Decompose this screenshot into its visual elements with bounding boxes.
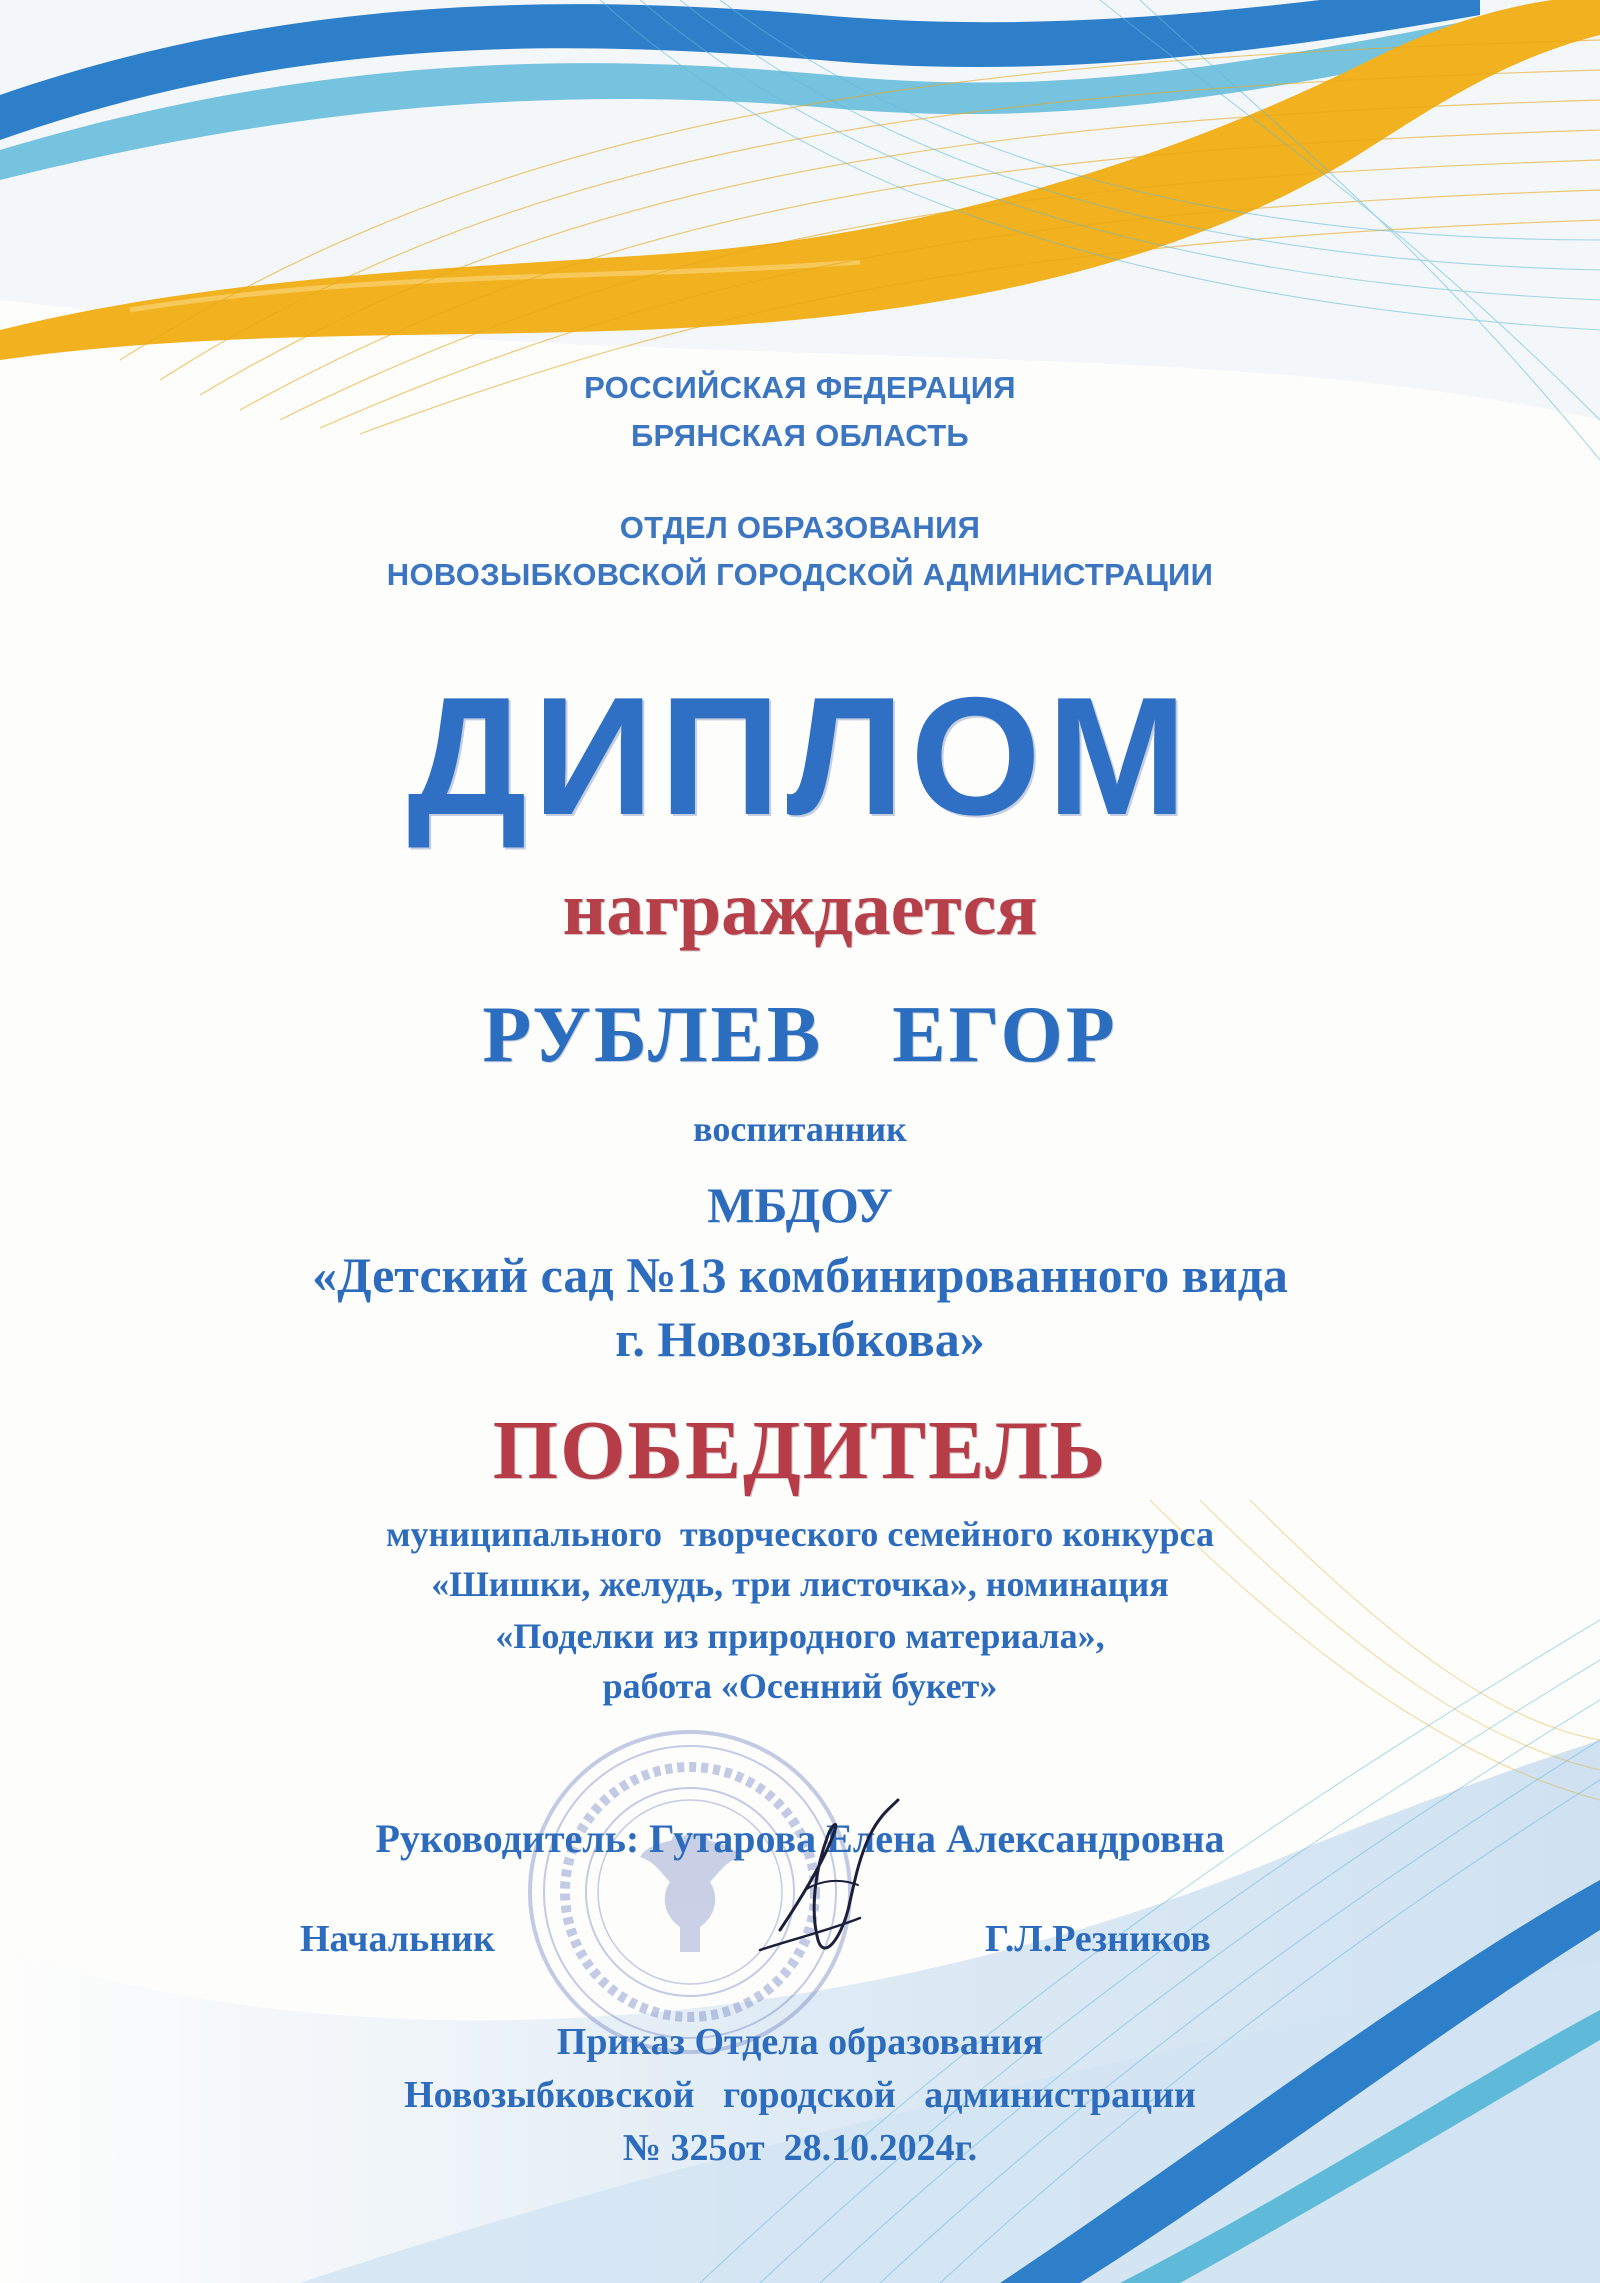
contest-line-4: работа «Осенний букет» xyxy=(602,1666,998,1706)
department-heading: ОТДЕЛ ОБРАЗОВАНИЯ xyxy=(619,510,981,545)
order-line-3: № 325от 28.10.2024г. xyxy=(622,2127,978,2169)
contest-line-3: «Поделки из природного материала», xyxy=(495,1616,1105,1656)
contest-line-2: «Шишки, желудь, три листочка», номинация xyxy=(431,1564,1169,1604)
diploma-title: ДИПЛОМ xyxy=(407,662,1193,850)
region-heading: БРЯНСКАЯ ОБЛАСТЬ xyxy=(630,418,970,453)
administration-heading: НОВОЗЫБКОВСКОЙ ГОРОДСКОЙ АДМИНИСТРАЦИИ xyxy=(386,557,1214,592)
contest-line-1: муниципального творческого семейного конкурса xyxy=(386,1514,1214,1554)
institution-short: МБДОУ xyxy=(707,1177,893,1233)
signature xyxy=(740,1790,910,1980)
head-name: Г.Л.Резников xyxy=(985,1918,1211,1960)
head-label: Начальник xyxy=(300,1918,495,1960)
result-title: ПОБЕДИТЕЛЬ xyxy=(492,1404,1108,1497)
institution-name: «Детский сад №13 комбинированного вида xyxy=(312,1247,1288,1303)
order-line-2: Новозыбковской городской администрации xyxy=(404,2074,1196,2116)
country-heading: РОССИЙСКАЯ ФЕДЕРАЦИЯ xyxy=(584,370,1016,405)
supervisor-line: Руководитель: Гутарова Елена Александровна xyxy=(375,1816,1225,1861)
recipient-name: РУБЛЕВ ЕГОР xyxy=(482,991,1118,1079)
recipient-role: воспитанник xyxy=(693,1109,907,1149)
institution-city: г. Новозыбкова» xyxy=(615,1311,985,1367)
order-line-1: Приказ Отдела образования xyxy=(556,2021,1044,2063)
awarded-text: награждается xyxy=(562,867,1038,951)
